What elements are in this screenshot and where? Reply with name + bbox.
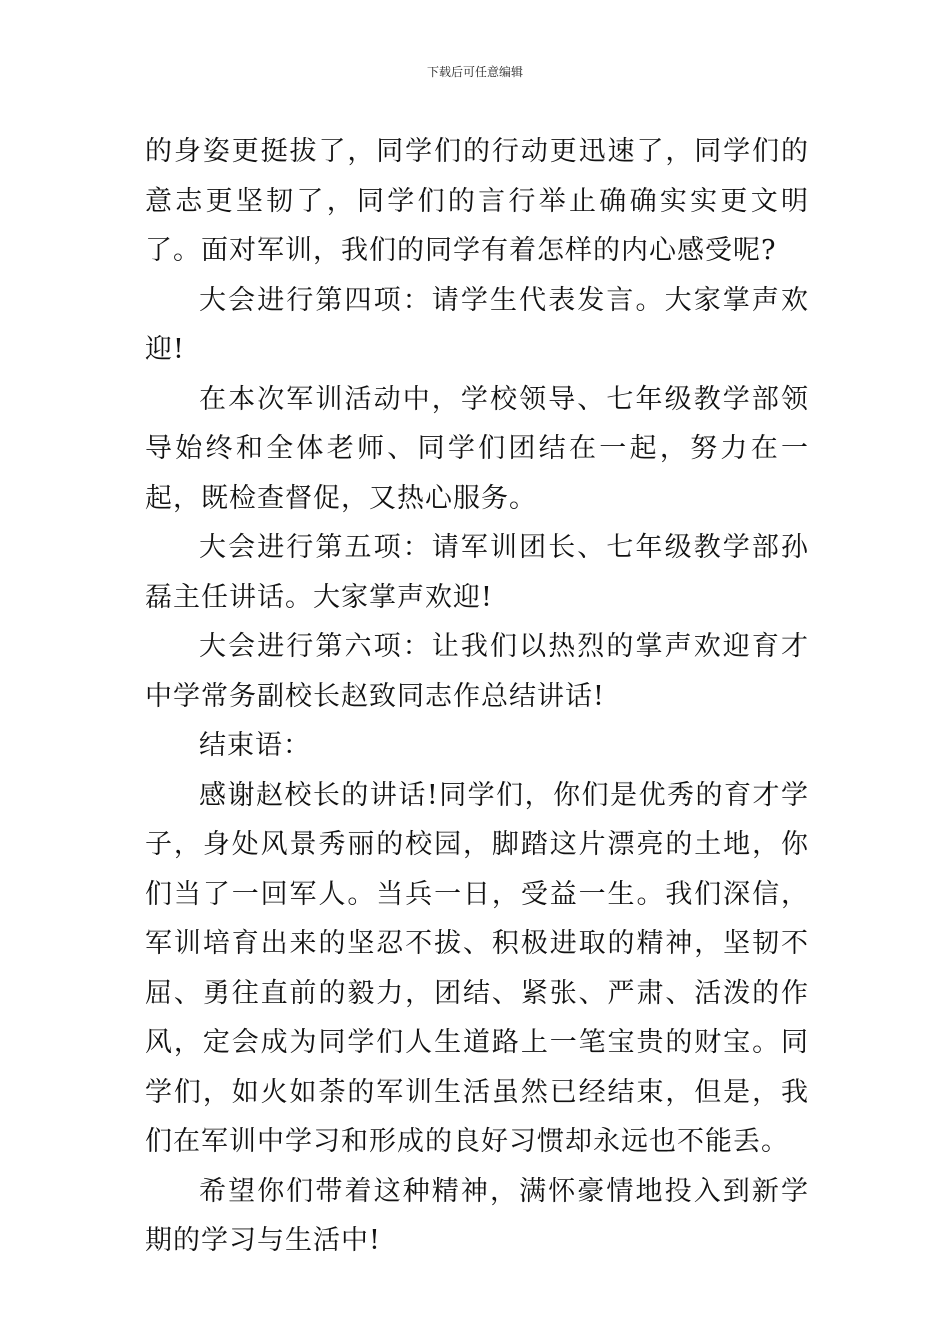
header-note: 下载后可任意编辑 xyxy=(426,65,523,79)
paragraph-leadership: 在本次军训活动中，学校领导、七年级教学部领导始终和全体老师、同学们团结在一起，努力在一起，既检查督促，又热心服务。 xyxy=(145,383,809,514)
paragraph-closing-remarks: 感谢赵校长的讲话!同学们，你们是优秀的育才学子，身处风景秀丽的校园，脚踏这片漂亮的土地，你们当了一回军人。当兵一日，受益一生。我们深信，军训培育出来的坚忍不拔、积极进取的精神，坚韧不屈、勇往直前的毅力，团结、紧张、严肃、活泼的作风，定会成为同学们人生道路上一笔宝贵的财宝。同学们，如火如荼的军训生活虽然已经结束，但是，我们在军训中学习和形成的良好习惯却永远也不能丢。 xyxy=(145,779,809,1157)
paragraph-hope: 希望你们带着这种精神，满怀豪情地投入到新学期的学习与生活中! xyxy=(145,1175,809,1256)
paragraph-item-four: 大会进行第四项：请学生代表发言。大家掌声欢迎! xyxy=(145,284,809,365)
paragraph-continuation: 的身姿更挺拔了，同学们的行动更迅速了，同学们的意志更坚韧了，同学们的言行举止确确实实更文明了。面对军训，我们的同学有着怎样的内心感受呢? xyxy=(145,136,809,266)
paragraph-item-five: 大会进行第五项：请军训团长、七年级教学部孙磊主任讲话。大家掌声欢迎! xyxy=(145,532,809,613)
paragraph-closing-heading: 结束语： xyxy=(199,730,311,761)
document-body xyxy=(145,127,809,1266)
paragraph-item-six: 大会进行第六项：让我们以热烈的掌声欢迎育才中学常务副校长赵致同志作总结讲话! xyxy=(145,631,809,712)
